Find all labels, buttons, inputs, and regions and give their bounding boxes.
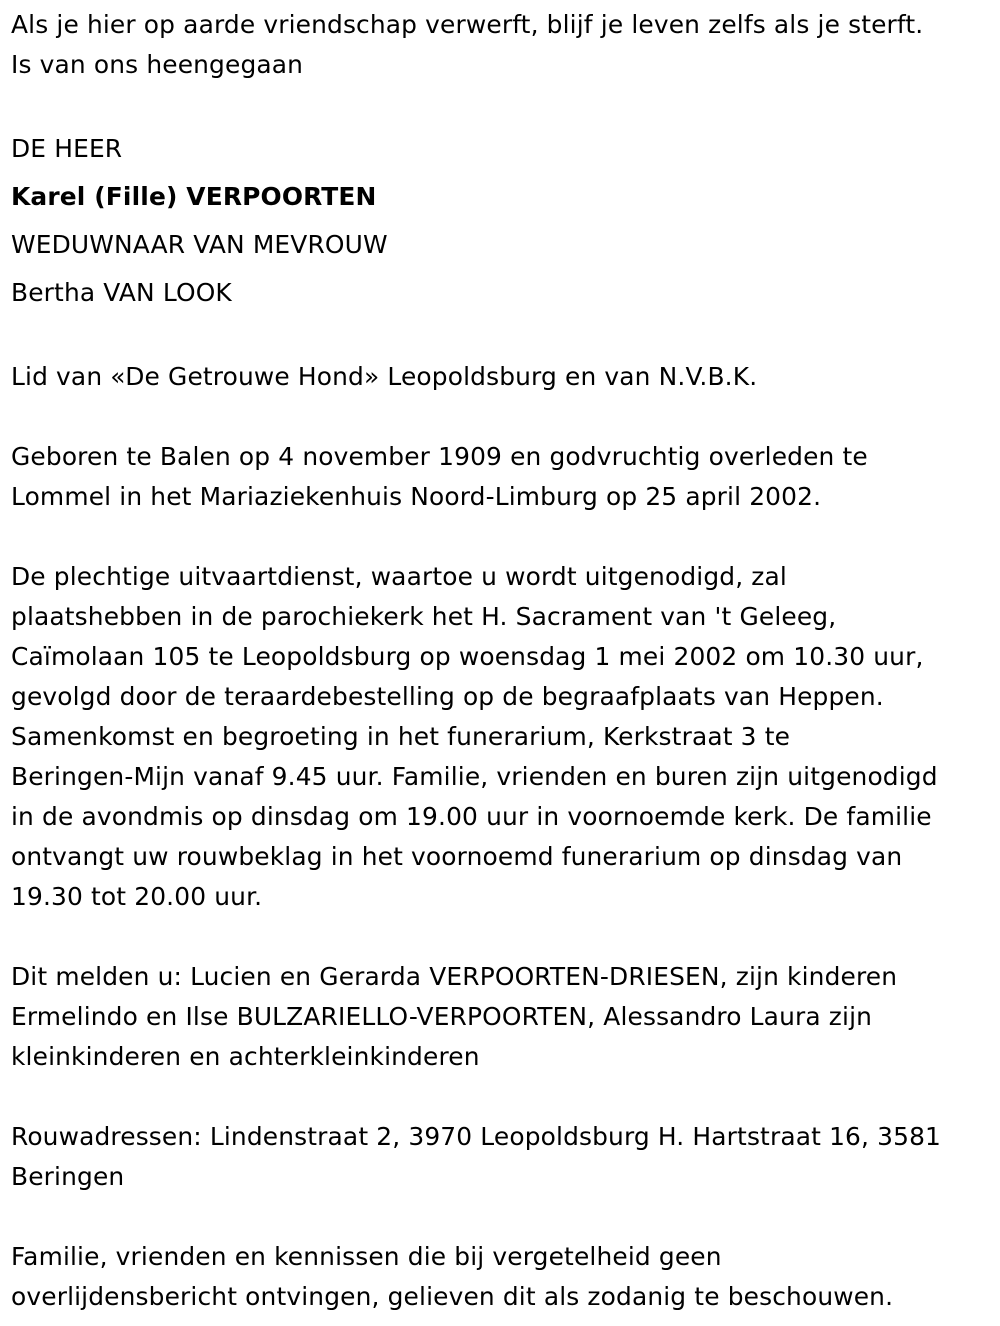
membership-section (11, 357, 996, 397)
addresses-line: Rouwadressen: Lindenstraat 2, 3970 Leopoldsburg H. Hartstraat 16, 3581 (11, 1122, 942, 1151)
funeral-line: Samenkomst en begroeting in het funerarium, Kerkstraat 3 te (11, 722, 791, 751)
announcers-line: kleinkinderen en achterkleinkinderen (11, 1042, 480, 1071)
obituary-notice (11, 5, 996, 1317)
birth-death-section (11, 437, 996, 517)
funeral-line: 19.30 tot 20.00 uur. (11, 882, 263, 911)
funeral-line: ontvangt uw rouwbeklag in het voornoemd funerarium op dinsdag van (11, 842, 903, 871)
intro-quote: Als je hier op aarde vriendschap verwerft, blijf je leven zelfs als je sterft. (11, 10, 924, 39)
deceased-title: DE HEER (11, 134, 123, 163)
deceased-status: WEDUWNAAR VAN MEVROUW (11, 230, 388, 259)
closing-section (11, 1237, 996, 1317)
birth-death-line: Lommel in het Mariaziekenhuis Noord-Limburg op 25 april 2002. (11, 482, 822, 511)
funeral-line: Caïmolaan 105 te Leopoldsburg op woensdag 1 mei 2002 om 10.30 uur, (11, 642, 924, 671)
birth-death-line: Geboren te Balen op 4 november 1909 en godvruchtig overleden te (11, 442, 868, 471)
funeral-line: gevolgd door de teraardebestelling op de begraafplaats van Heppen. (11, 682, 884, 711)
membership-text: Lid van «De Getrouwe Hond» Leopoldsburg en van N.V.B.K. (11, 362, 758, 391)
funeral-line: Beringen-Mijn vanaf 9.45 uur. Familie, vrienden en buren zijn uitgenodigd (11, 762, 938, 791)
intro-section (11, 5, 996, 85)
closing-line: overlijdensbericht ontvingen, gelieven dit als zodanig te beschouwen. (11, 1282, 894, 1311)
announcers-line: Dit melden u: Lucien en Gerarda VERPOORTEN-DRIESEN, zijn kinderen (11, 962, 898, 991)
deceased-section (11, 125, 996, 317)
funeral-line: plaatshebben in de parochiekerk het H. Sacrament van 't Geleeg, (11, 602, 837, 631)
addresses-section (11, 1117, 996, 1197)
announcers-line: Ermelindo en Ilse BULZARIELLO-VERPOORTEN, Alessandro Laura zijn (11, 1002, 873, 1031)
deceased-spouse: Bertha VAN LOOK (11, 278, 232, 307)
closing-line: Familie, vrienden en kennissen die bij vergetelheid geen (11, 1242, 722, 1271)
announcers-section (11, 957, 996, 1077)
intro-passed-away: Is van ons heengegaan (11, 50, 304, 79)
funeral-section (11, 557, 996, 917)
deceased-name: Karel (Fille) VERPOORTEN (11, 182, 377, 211)
addresses-line: Beringen (11, 1162, 125, 1191)
funeral-line: in de avondmis op dinsdag om 19.00 uur in voornoemde kerk. De familie (11, 802, 932, 831)
funeral-line: De plechtige uitvaartdienst, waartoe u wordt uitgenodigd, zal (11, 562, 787, 591)
